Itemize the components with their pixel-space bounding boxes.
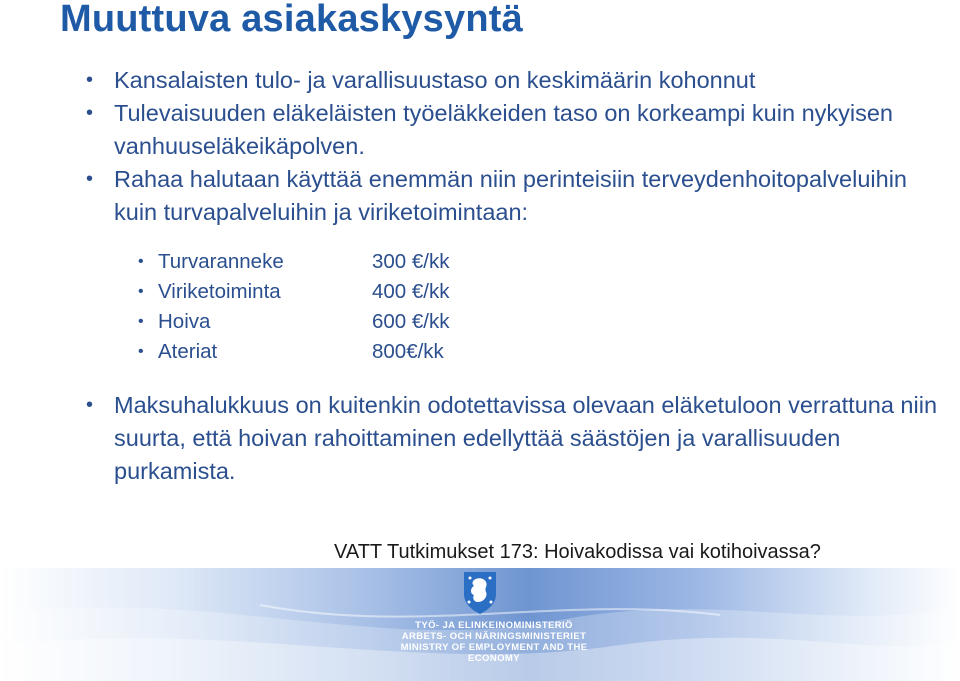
cost-value: 400 €/kk [372, 280, 450, 303]
cost-name: Ateriat [158, 340, 218, 363]
page-title: Muuttuva asiakaskysyntä [60, 0, 523, 40]
cost-name: Hoiva [158, 310, 211, 333]
cost-value: 800€/kk [372, 340, 444, 363]
cost-name: Viriketoiminta [158, 280, 281, 303]
cost-row [132, 247, 946, 277]
ministry-logo-text [374, 620, 614, 664]
cost-list [132, 247, 946, 367]
cost-value: 300 €/kk [372, 250, 450, 273]
bullet-item: • Rahaa halutaan käyttää enemmän niin perinteisiin terveydenhoitopalveluihin kuin turvapalveluihin ja viriketoimintaan: [86, 163, 946, 229]
coat-of-arms-lion-icon [456, 568, 504, 616]
source-citation: VATT Tutkimukset 173: Hoivakodissa vai kotihoivassa? [334, 541, 821, 563]
cost-row [132, 337, 946, 367]
ministry-name-en: MINISTRY OF EMPLOYMENT AND THE ECONOMY [400, 642, 588, 664]
cost-value: 600 €/kk [372, 310, 450, 333]
ministry-name-fi: TYÖ- JA ELINKEINOMINISTERIÖ [415, 620, 573, 631]
ministry-name-sv: ARBETS- OCH NÄRINGSMINISTERIET [401, 631, 587, 642]
cost-name: Turvaranneke [158, 250, 284, 273]
bullet-item: • Tulevaisuuden eläkeläisten työeläkkeiden taso on korkeampi kuin nykyisen vanhuuseläkeikäpolven. [86, 97, 946, 163]
bullet-item: • Maksuhalukkuus on kuitenkin odotettavissa olevaan eläketuloon verrattuna niin suurta, että hoivan rahoittaminen edellyttää säästöjen ja varallisuuden purkamista. [86, 389, 946, 488]
cost-row [132, 307, 946, 337]
cost-row [132, 277, 946, 307]
bullet-item: • Kansalaisten tulo- ja varallisuustaso on keskimäärin kohonnut [86, 64, 946, 97]
bullet-list [86, 64, 946, 488]
